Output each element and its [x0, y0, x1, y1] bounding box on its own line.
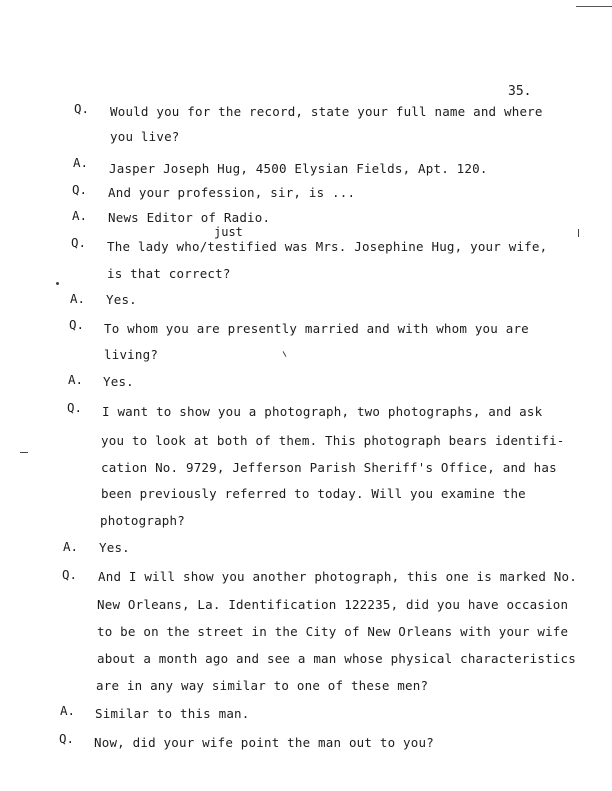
- transcript-line: Yes.: [103, 374, 134, 389]
- top-edge-rule: [576, 6, 612, 7]
- page-number: 35.: [508, 84, 532, 99]
- transcript-line: Now, did your wife point the man out to you?: [94, 735, 434, 750]
- transcript-line: been previously referred to today. Will you examine the: [101, 486, 526, 501]
- speaker-label: A.: [72, 208, 88, 223]
- transcript-line: Yes.: [106, 292, 137, 307]
- transcript-line: News Editor of Radio.: [108, 210, 271, 225]
- speaker-label: Q.: [67, 400, 83, 415]
- transcript-line: Jasper Joseph Hug, 4500 Elysian Fields, Apt. 120.: [109, 161, 488, 176]
- stray-mark: [56, 282, 59, 285]
- transcript-line: photograph?: [100, 513, 185, 528]
- speaker-label: A.: [73, 155, 89, 170]
- speaker-label: Q.: [59, 731, 75, 746]
- speaker-label: A.: [60, 703, 76, 718]
- transcript-line: you to look at both of them. This photograph bears identifi-: [101, 433, 565, 448]
- transcript-line: cation No. 9729, Jefferson Parish Sheriff's Office, and has: [101, 460, 557, 475]
- stray-mark: [578, 229, 579, 237]
- speaker-label: A.: [70, 291, 86, 306]
- transcript-line: you live?: [110, 129, 180, 144]
- transcript-line: The lady who/testified was Mrs. Josephine Hug, your wife,: [107, 239, 548, 254]
- speaker-label: A.: [68, 372, 84, 387]
- transcript-line: living?: [104, 347, 159, 362]
- speaker-label: Q.: [72, 182, 88, 197]
- speaker-label: Q.: [74, 101, 90, 116]
- transcript-line: New Orleans, La. Identification 122235, did you have occasion: [97, 597, 569, 612]
- stray-mark: [20, 452, 28, 453]
- transcript-line: And I will show you another photograph, this one is marked No.: [98, 569, 577, 584]
- speaker-label: Q.: [62, 567, 78, 582]
- transcript-line: is that correct?: [107, 266, 231, 281]
- transcript-line: about a month ago and see a man whose physical characteristics: [97, 651, 576, 666]
- transcript-line: Yes.: [99, 540, 130, 555]
- speaker-label: Q.: [71, 235, 87, 250]
- transcript-line: Would you for the record, state your full name and where: [110, 104, 543, 119]
- transcript-line: Similar to this man.: [95, 706, 250, 721]
- transcript-line: To whom you are presently married and with whom you are: [104, 321, 529, 336]
- transcript-line: are in any way similar to one of these men?: [96, 678, 429, 693]
- transcript-line: to be on the street in the City of New Orleans with your wife: [97, 624, 569, 639]
- handwritten-insert: just: [214, 225, 243, 239]
- transcript-line: I want to show you a photograph, two photographs, and ask: [102, 404, 543, 419]
- transcript-line: And your profession, sir, is ...: [108, 185, 356, 200]
- speaker-label: A.: [63, 539, 79, 554]
- stray-mark: [283, 351, 287, 357]
- speaker-label: Q.: [69, 317, 85, 332]
